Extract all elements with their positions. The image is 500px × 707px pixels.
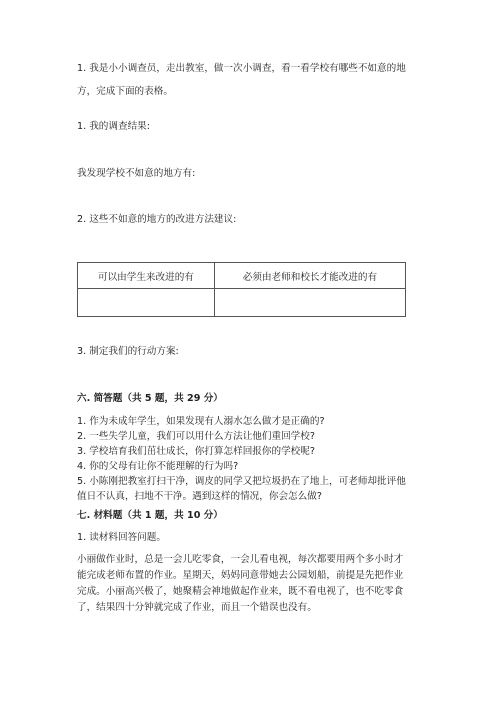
section-7-sub: 1. 读材料回答问题。 xyxy=(77,532,166,543)
material-paragraph-line-4: 了，结果四十分钟就完成了作业，而且一个错误也没有。 xyxy=(77,602,317,613)
suggestions-heading: 2. 这些不如意的地方的改进方法建议: xyxy=(77,214,237,225)
table-cell-students-empty[interactable] xyxy=(78,289,215,317)
section-6-item-4: 4. 你的父母有让你不能理解的行为吗? xyxy=(77,461,239,472)
survey-results-heading: 1. 我的调查结果: xyxy=(77,121,150,132)
action-plan-heading: 3. 制定我们的行动方案: xyxy=(77,346,179,357)
section-6-item-3: 3. 学校培育我们茁壮成长，你打算怎样回报你的学校呢? xyxy=(77,446,315,457)
material-paragraph-line-3: 完成。小丽高兴极了，她聚精会神地做起作业来，既不看电视了，也不吃零食 xyxy=(77,586,404,597)
table-cell-teachers-empty[interactable] xyxy=(214,289,405,317)
question-1-line-2: 方，完成下面的表格。 xyxy=(77,86,173,97)
found-issues-label: 我发现学校不如意的地方有: xyxy=(77,168,196,179)
material-paragraph-line-2: 能完成老师布置的作业。星期天，妈妈同意带她去公园划船，前提是先把作业 xyxy=(77,570,404,581)
question-1-line-1: 1. 我是小小调查员，走出教室，做一次小调查，看一看学校有哪些不如意的地 xyxy=(77,63,406,74)
table-header-students: 可以由学生来改进的有 xyxy=(78,263,215,289)
section-7-title: 七. 材料题（共 1 题，共 10 分） xyxy=(77,510,223,521)
suggestions-table xyxy=(77,262,406,317)
section-6-item-1: 1. 作为未成年学生，如果发现有人溺水怎么做才是正确的? xyxy=(77,416,325,427)
section-6-title: 六. 简答题（共 5 题，共 29 分） xyxy=(77,393,223,404)
section-6-item-5: 5. 小陈刚把教室打扫干净，调皮的同学又把垃圾扔在了地上，可老师却批评他 xyxy=(77,476,406,487)
section-6-item-5-cont: 值日不认真，扫地不干净。遇到这样的情况，你会怎么做? xyxy=(77,491,322,502)
section-6-item-2: 2. 一些失学儿童，我们可以用什么方法让他们重回学校? xyxy=(77,431,315,442)
table-header-teachers: 必须由老师和校长才能改进的有 xyxy=(214,263,405,289)
material-paragraph-line-1: 小丽做作业时，总是一会儿吃零食，一会儿看电视，每次都要用两个多小时才 xyxy=(77,554,404,565)
